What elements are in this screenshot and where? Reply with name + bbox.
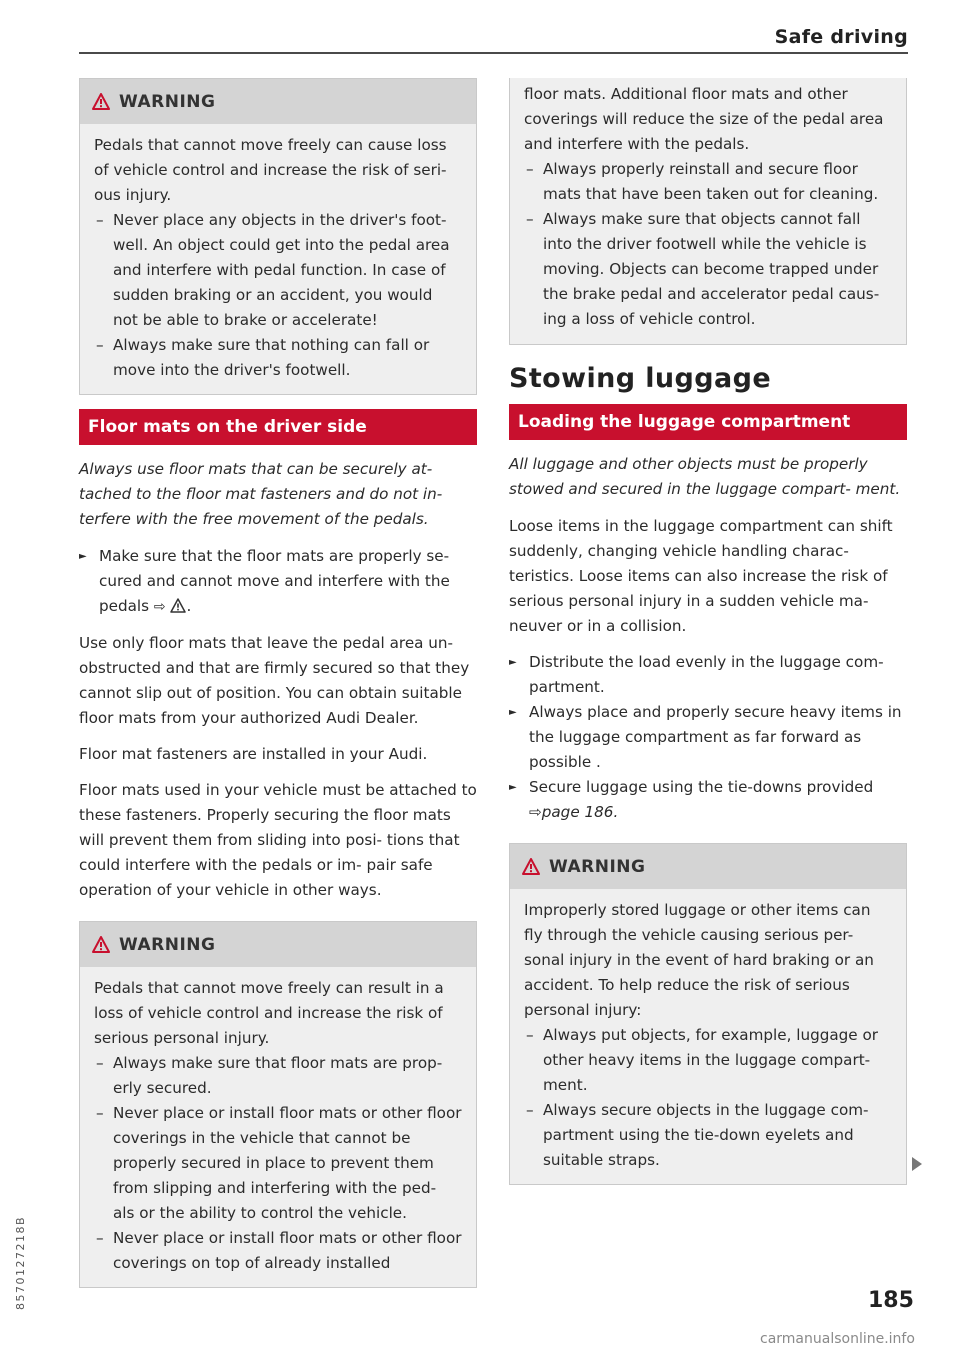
section-heading-floor-mats: Floor mats on the driver side: [79, 409, 477, 445]
warning-item: – Never place or install floor mats or other floor coverings on top of already installed: [94, 1226, 462, 1276]
warning-continued-text: floor mats. Additional floor mats and other coverings will reduce the size of the pedal area and interfere with the pedals.: [524, 85, 884, 153]
warning-item: – Never place any objects in the driver's foot- well. An object could get into the pedal area and interfere with pedal function. In case of sudden braking or an accident, you would not be able to brake or accelerate!: [94, 208, 462, 333]
page-reference-link[interactable]: ⇨page 186.: [529, 803, 619, 821]
warning-intro: Pedals that cannot move freely can result in a loss of vehicle control and increase the risk of serious personal injury.: [94, 979, 444, 1047]
instruction-step-text: Secure luggage using the tie-downs provided: [529, 778, 874, 796]
right-column: [509, 78, 907, 1185]
warning-item: – Always make sure that floor mats are prop- erly secured.: [94, 1051, 462, 1101]
page-number: 185: [868, 1288, 914, 1313]
warning-intro: Improperly stored luggage or other items can fly through the vehicle causing serious per- sonal injury in the event of hard braking or an accident. To help reduce the risk of serious personal injury:: [524, 901, 874, 1019]
section-heading-luggage: Loading the luggage compartment: [509, 404, 907, 440]
warning-triangle-icon: [92, 93, 110, 110]
warning-item: – Always properly reinstall and secure floor mats that have been taken out for cleaning.: [524, 157, 892, 207]
body-paragraph: Floor mat fasteners are installed in your Audi.: [79, 745, 428, 763]
chapter-heading: Stowing luggage: [509, 363, 772, 394]
warning-body: [510, 889, 906, 1184]
warning-intro: Pedals that cannot move freely can cause loss of vehicle control and increase the risk of seri- ous injury.: [94, 136, 447, 204]
warning-item: – Always make sure that nothing can fall or move into the driver's footwell.: [94, 333, 462, 383]
warning-body: [80, 124, 476, 394]
header-section-title: Safe driving: [774, 26, 908, 48]
instruction-step: ► Always place and properly secure heavy items in the luggage compartment as far forward as possible .: [509, 700, 907, 775]
warning-box-continued: [509, 78, 907, 345]
warning-triangle-icon: [92, 936, 110, 953]
warning-title: WARNING: [549, 856, 646, 877]
instruction-step-text: Make sure that the floor mats are properly se- cured and cannot move and interfere with the pedals: [99, 547, 450, 615]
header-rule: [79, 52, 908, 54]
body-paragraph: Use only floor mats that leave the pedal area un- obstructed and that are firmly secured so that they cannot slip out of position. You can obtain suitable floor mats from your authorized Audi Dealer.: [79, 634, 470, 727]
warning-triangle-icon: [522, 858, 540, 875]
instruction-step: ► Distribute the load evenly in the luggage com- partment.: [509, 650, 907, 700]
instruction-step: [509, 775, 907, 825]
warning-item: – Never place or install floor mats or other floor coverings in the vehicle that cannot be properly secured in place to prevent them from slipping and interfering with the ped- als or the ability to control the vehicle.: [94, 1101, 462, 1226]
continued-arrow-icon: [912, 1157, 922, 1171]
warning-item: – Always secure objects in the luggage com- partment using the tie-down eyelets and suitable straps.: [524, 1098, 892, 1173]
warning-title: WARNING: [119, 91, 216, 112]
warning-item: – Always put objects, for example, luggage or other heavy items in the luggage compart- ment.: [524, 1023, 892, 1098]
warning-body: [80, 967, 476, 1287]
left-column: [79, 78, 477, 1288]
warning-title: WARNING: [119, 934, 216, 955]
document-code: 8570127218B: [14, 1215, 27, 1310]
warning-header: [510, 844, 906, 889]
section-intro: All luggage and other objects must be properly stowed and secured in the luggage compart- ment.: [509, 455, 901, 498]
warning-reference-icon[interactable]: [170, 596, 186, 611]
reference-arrow[interactable]: ⇨: [153, 599, 166, 615]
section-intro: Always use floor mats that can be securely at- tached to the floor mat fasteners and do not in- terfere with the free movement of the pedals.: [79, 460, 443, 528]
warning-item: – Always make sure that objects cannot fall into the driver footwell while the vehicle is moving. Objects can become trapped under the brake pedal and accelerator pedal caus- ing a loss of vehicle control.: [524, 207, 892, 332]
watermark: carmanualsonline.info: [760, 1331, 915, 1347]
warning-box-floor-mats: [79, 921, 477, 1288]
instruction-step: ► Make sure that the floor mats are properly se- cured and cannot move and interfere with the pedals ⇨ .: [79, 544, 477, 620]
body-paragraph: Loose items in the luggage compartment can shift suddenly, changing vehicle handling charac- teristics. Loose items can also increase the risk of serious personal injury in a sudden vehicle ma- neuver or in a collision.: [509, 517, 893, 635]
warning-box-pedals: [79, 78, 477, 395]
warning-box-luggage: [509, 843, 907, 1185]
body-paragraph: Floor mats used in your vehicle must be attached to these fasteners. Properly securing the floor mats will prevent them from sliding into posi- tions that could interfere with the pedals or im- pair safe operation of your vehicle in other ways.: [79, 781, 477, 899]
warning-header: [80, 79, 476, 124]
warning-header: [80, 922, 476, 967]
